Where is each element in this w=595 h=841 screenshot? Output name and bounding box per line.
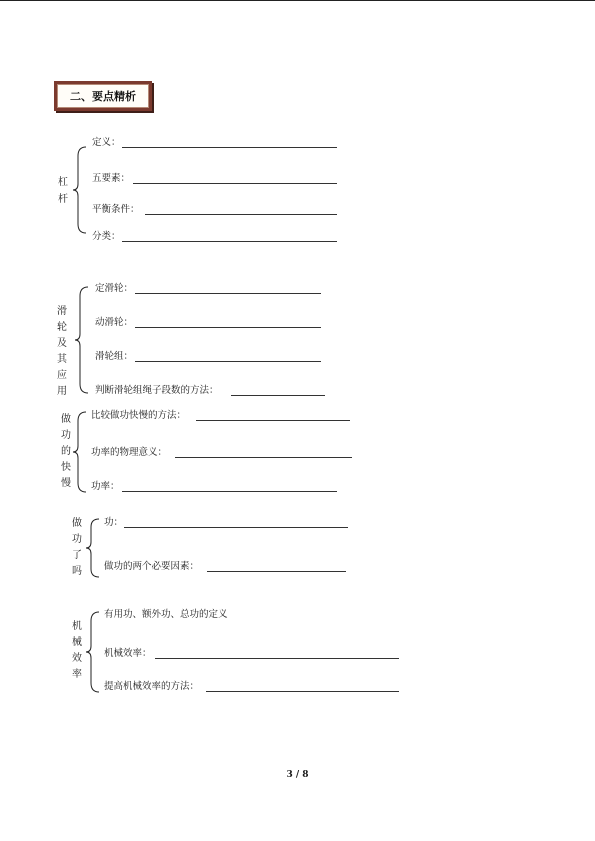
- work-factors-row: [104, 561, 199, 573]
- page-number: 3 / 8: [286, 770, 309, 780]
- brace-lever: [72, 146, 88, 234]
- group-label-pulley: [55, 307, 69, 397]
- lever-definition-row: [92, 137, 121, 149]
- section-heading: 二、要点精析: [57, 84, 149, 108]
- label-char: 及: [57, 338, 67, 349]
- label-char: 效: [72, 653, 82, 664]
- rope-segments-blank[interactable]: [231, 395, 325, 396]
- label-char: 应: [57, 370, 67, 381]
- pulley-block-blank[interactable]: [135, 361, 321, 362]
- field-label: 功：: [104, 517, 124, 528]
- efficiency-blank[interactable]: [155, 658, 399, 659]
- field-label: 功率：: [91, 481, 120, 492]
- field-label: 分类：: [92, 231, 121, 242]
- group-label-power: [59, 415, 73, 489]
- work-definitions-row: [104, 609, 228, 621]
- label-char: 快: [61, 462, 71, 473]
- label-char: 吗: [72, 566, 82, 577]
- label-char: 轮: [57, 322, 67, 333]
- field-label: 机械效率：: [104, 648, 152, 659]
- label-char: 做: [61, 414, 71, 425]
- label-char: 功: [61, 430, 71, 441]
- field-label: 做功的两个必要因素：: [104, 561, 200, 572]
- field-label: 判断滑轮组绳子段数的方法：: [95, 385, 219, 396]
- group-label-lever: [56, 178, 70, 205]
- label-char: 滑: [57, 306, 67, 317]
- lever-definition-blank[interactable]: [122, 147, 337, 148]
- field-label: 平衡条件：: [92, 204, 140, 215]
- movable-pulley-blank[interactable]: [135, 327, 321, 328]
- pulley-block-row: [95, 351, 133, 363]
- field-label: 有用功、额外功、总功的定义: [104, 609, 228, 620]
- label-char: 功: [72, 534, 82, 545]
- label-char: 率: [72, 669, 82, 680]
- work-factors-blank[interactable]: [207, 571, 346, 572]
- brace-pulley: [74, 286, 90, 394]
- label-char: 慢: [61, 478, 71, 489]
- movable-pulley-row: [95, 317, 133, 329]
- lever-balance-row: [92, 204, 140, 216]
- brace-power: [72, 411, 88, 493]
- field-label: 动滑轮：: [95, 317, 134, 328]
- power-meaning-row: [91, 447, 167, 459]
- lever-elements-blank[interactable]: [133, 183, 337, 184]
- field-label: 定滑轮：: [95, 283, 134, 294]
- group-label-work: [70, 519, 84, 577]
- section-heading-box: [54, 81, 152, 111]
- field-label: 比较做功快慢的方法：: [91, 410, 187, 421]
- lever-types-blank[interactable]: [122, 241, 337, 242]
- page-top-rule: [0, 0, 595, 1]
- group-label-efficiency: [70, 622, 84, 680]
- compare-power-row: [91, 410, 186, 422]
- fixed-pulley-row: [95, 283, 133, 295]
- label-char: 机: [72, 621, 82, 632]
- lever-types-row: [92, 231, 121, 243]
- label-char: 杠: [58, 177, 68, 188]
- work-blank[interactable]: [124, 527, 348, 528]
- label-char: 杆: [58, 194, 68, 205]
- field-label: 提高机械效率的方法：: [104, 681, 200, 692]
- field-label: 滑轮组：: [95, 351, 134, 362]
- label-char: 了: [72, 550, 82, 561]
- lever-balance-blank[interactable]: [145, 214, 337, 215]
- power-row: [91, 481, 120, 493]
- power-meaning-blank[interactable]: [175, 457, 352, 458]
- field-label: 五要素：: [92, 173, 131, 184]
- field-label: 定义：: [92, 137, 121, 148]
- lever-elements-row: [92, 173, 130, 185]
- label-char: 的: [61, 446, 71, 457]
- brace-work: [85, 518, 101, 578]
- label-char: 用: [57, 386, 67, 397]
- power-blank[interactable]: [122, 491, 337, 492]
- field-label: 功率的物理意义：: [91, 447, 168, 458]
- efficiency-row: [104, 648, 152, 660]
- label-char: 其: [57, 354, 67, 365]
- brace-efficiency: [85, 611, 101, 693]
- compare-power-blank[interactable]: [196, 420, 350, 421]
- fixed-pulley-blank[interactable]: [135, 293, 321, 294]
- label-char: 做: [72, 518, 82, 529]
- rope-segments-row: [95, 385, 219, 397]
- improve-efficiency-row: [104, 681, 199, 693]
- work-row: [104, 517, 123, 529]
- label-char: 械: [72, 637, 82, 648]
- improve-efficiency-blank[interactable]: [206, 691, 399, 692]
